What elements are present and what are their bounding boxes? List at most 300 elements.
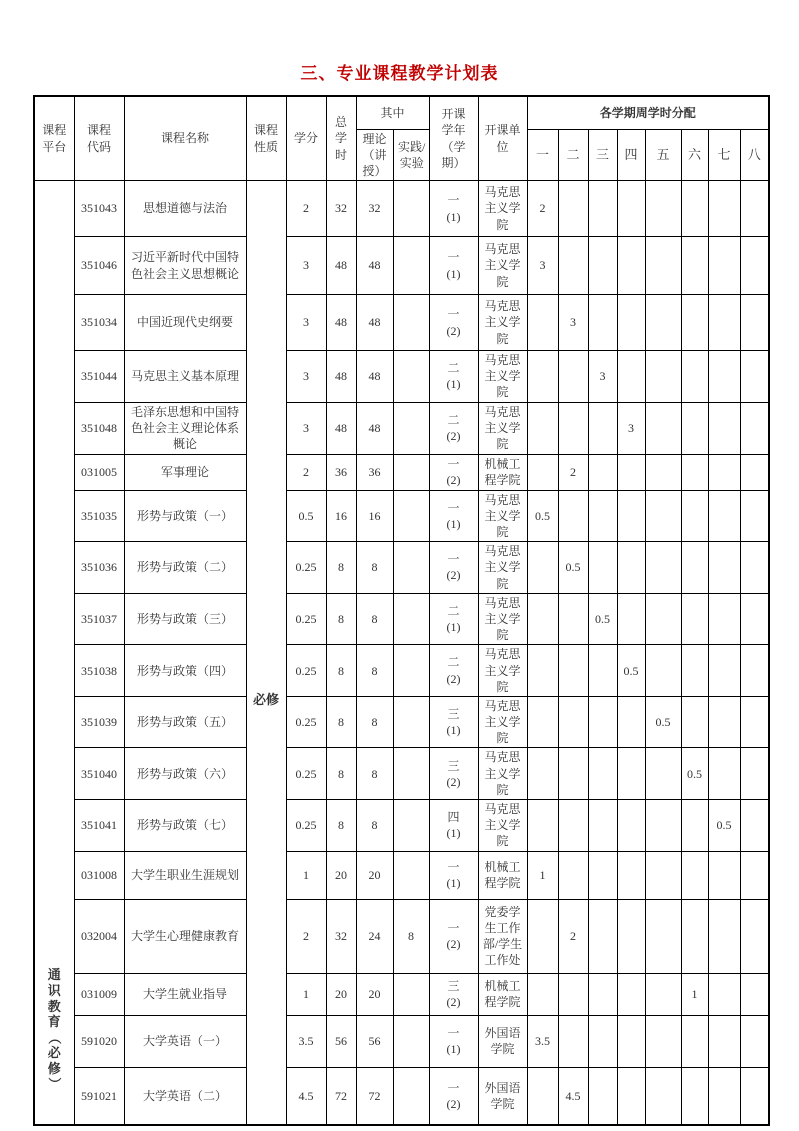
cell-week-2: 2 (558, 454, 588, 490)
cell-week-4 (617, 593, 645, 645)
cell-credits: 3 (286, 237, 326, 295)
header-term-7: 七 (708, 129, 740, 181)
cell-name: 形势与政策（七） (124, 800, 246, 852)
page-title: 三、专业课程教学计划表 (300, 64, 499, 83)
cell-theory-hours: 48 (356, 402, 393, 454)
cell-credits: 2 (286, 181, 326, 237)
cell-unit: 马克思主义学院 (478, 351, 527, 403)
cell-unit: 马克思主义学院 (478, 402, 527, 454)
cell-practice-hours (393, 851, 429, 899)
cell-week-8 (740, 851, 769, 899)
cell-week-1 (527, 645, 558, 697)
cell-credits: 3 (286, 295, 326, 351)
course-row (34, 490, 769, 542)
cell-practice-hours (393, 351, 429, 403)
cell-week-5 (645, 402, 681, 454)
cell-name: 军事理论 (124, 454, 246, 490)
cell-week-8 (740, 899, 769, 973)
cell-week-5 (645, 1067, 681, 1125)
cell-week-8 (740, 454, 769, 490)
cell-week-5: 0.5 (645, 696, 681, 748)
cell-credits: 0.5 (286, 490, 326, 542)
cell-week-4 (617, 237, 645, 295)
cell-week-6 (681, 490, 708, 542)
cell-theory-hours: 48 (356, 237, 393, 295)
header-term-4: 四 (617, 129, 645, 181)
cell-week-3 (588, 1067, 617, 1125)
cell-week-8 (740, 542, 769, 594)
cell-total-hours: 56 (326, 1015, 356, 1067)
cell-total-hours: 32 (326, 899, 356, 973)
cell-week-5 (645, 593, 681, 645)
course-row (34, 351, 769, 403)
cell-week-1 (527, 973, 558, 1015)
cell-theory-hours: 8 (356, 542, 393, 594)
cell-week-3 (588, 181, 617, 237)
cell-week-7 (708, 351, 740, 403)
cell-week-7 (708, 593, 740, 645)
cell-unit: 马克思主义学院 (478, 593, 527, 645)
cell-name: 中国近现代史纲要 (124, 295, 246, 351)
course-row (34, 748, 769, 800)
cell-total-hours: 8 (326, 593, 356, 645)
cell-week-2 (558, 402, 588, 454)
cell-week-4: 0.5 (617, 645, 645, 697)
cell-week-4 (617, 851, 645, 899)
cell-unit: 马克思主义学院 (478, 542, 527, 594)
cell-practice-hours (393, 490, 429, 542)
cell-week-1 (527, 454, 558, 490)
cell-semester: 一 (2) (429, 454, 478, 490)
cell-week-4 (617, 542, 645, 594)
header-term-5: 五 (645, 129, 681, 181)
cell-theory-hours: 36 (356, 454, 393, 490)
cell-theory-hours: 8 (356, 593, 393, 645)
cell-credits: 0.25 (286, 800, 326, 852)
cell-name: 大学生职业生涯规划 (124, 851, 246, 899)
header-platform: 课程平台 (34, 96, 74, 181)
cell-theory-hours: 8 (356, 748, 393, 800)
course-row (34, 454, 769, 490)
cell-week-6 (681, 454, 708, 490)
course-row (34, 851, 769, 899)
cell-week-3 (588, 295, 617, 351)
cell-week-3 (588, 800, 617, 852)
cell-code: 351039 (74, 696, 124, 748)
cell-theory-hours: 24 (356, 899, 393, 973)
cell-theory-hours: 48 (356, 295, 393, 351)
header-practice: 实践/实验 (393, 129, 429, 181)
course-row (34, 1067, 769, 1125)
cell-unit: 马克思主义学院 (478, 800, 527, 852)
cell-week-4: 3 (617, 402, 645, 454)
cell-week-3: 0.5 (588, 593, 617, 645)
cell-practice-hours (393, 973, 429, 1015)
course-row (34, 593, 769, 645)
cell-week-3: 3 (588, 351, 617, 403)
cell-week-8 (740, 181, 769, 237)
cell-week-2: 4.5 (558, 1067, 588, 1125)
cell-unit: 马克思主义学院 (478, 645, 527, 697)
cell-semester: 一 (2) (429, 1067, 478, 1125)
cell-week-1: 3.5 (527, 1015, 558, 1067)
cell-week-2 (558, 800, 588, 852)
header-unit: 开课单位 (478, 96, 527, 181)
cell-week-1 (527, 402, 558, 454)
cell-week-7 (708, 899, 740, 973)
cell-week-5 (645, 899, 681, 973)
cell-semester: 三 (2) (429, 973, 478, 1015)
header-term-8: 八 (740, 129, 769, 181)
course-row (34, 295, 769, 351)
cell-week-5 (645, 237, 681, 295)
cell-total-hours: 20 (326, 851, 356, 899)
cell-week-3 (588, 696, 617, 748)
platform-vertical-label: 通 识 教 育 （ 必 修 ） (47, 967, 63, 1091)
cell-name: 大学英语（一） (124, 1015, 246, 1067)
cell-code: 591020 (74, 1015, 124, 1067)
cell-name: 形势与政策（四） (124, 645, 246, 697)
cell-week-1 (527, 800, 558, 852)
cell-credits: 0.25 (286, 696, 326, 748)
cell-week-8 (740, 800, 769, 852)
cell-credits: 0.25 (286, 542, 326, 594)
cell-unit: 马克思主义学院 (478, 181, 527, 237)
cell-credits: 3 (286, 402, 326, 454)
cell-semester: 二 (2) (429, 402, 478, 454)
header-weekly-allocation: 各学期周学时分配 (527, 96, 769, 129)
cell-name: 思想道德与法治 (124, 181, 246, 237)
cell-week-6 (681, 899, 708, 973)
cell-semester: 一 (1) (429, 237, 478, 295)
cell-semester: 一 (2) (429, 899, 478, 973)
cell-week-5 (645, 490, 681, 542)
cell-week-8 (740, 1067, 769, 1125)
cell-week-1: 1 (527, 851, 558, 899)
cell-practice-hours (393, 696, 429, 748)
cell-total-hours: 20 (326, 973, 356, 1015)
cell-week-1 (527, 295, 558, 351)
cell-week-4 (617, 800, 645, 852)
cell-week-5 (645, 851, 681, 899)
cell-unit: 马克思主义学院 (478, 490, 527, 542)
cell-week-4 (617, 899, 645, 973)
cell-week-7 (708, 542, 740, 594)
cell-week-4 (617, 181, 645, 237)
cell-week-8 (740, 593, 769, 645)
cell-theory-hours: 8 (356, 800, 393, 852)
course-row (34, 237, 769, 295)
cell-code: 351044 (74, 351, 124, 403)
cell-week-2: 2 (558, 899, 588, 973)
cell-credits: 1 (286, 973, 326, 1015)
cell-week-3 (588, 542, 617, 594)
cell-week-3 (588, 899, 617, 973)
cell-practice-hours (393, 237, 429, 295)
cell-unit: 外国语学院 (478, 1067, 527, 1125)
cell-week-6 (681, 645, 708, 697)
cell-unit: 马克思主义学院 (478, 237, 527, 295)
cell-week-7: 0.5 (708, 800, 740, 852)
cell-week-1 (527, 542, 558, 594)
cell-code: 591021 (74, 1067, 124, 1125)
cell-theory-hours: 8 (356, 645, 393, 697)
course-row (34, 973, 769, 1015)
cell-code: 032004 (74, 899, 124, 973)
cell-week-4 (617, 973, 645, 1015)
cell-theory-hours: 48 (356, 351, 393, 403)
cell-code: 351038 (74, 645, 124, 697)
cell-week-3 (588, 237, 617, 295)
cell-week-7 (708, 748, 740, 800)
cell-week-6 (681, 696, 708, 748)
cell-week-7 (708, 402, 740, 454)
cell-week-8 (740, 237, 769, 295)
cell-unit: 马克思主义学院 (478, 295, 527, 351)
cell-name: 形势与政策（二） (124, 542, 246, 594)
cell-week-8 (740, 490, 769, 542)
course-row (34, 1015, 769, 1067)
course-row (34, 696, 769, 748)
cell-practice-hours (393, 645, 429, 697)
cell-week-7 (708, 851, 740, 899)
cell-week-4 (617, 490, 645, 542)
cell-week-5 (645, 645, 681, 697)
platform-cell (34, 181, 74, 1126)
cell-week-6 (681, 295, 708, 351)
cell-week-2: 0.5 (558, 542, 588, 594)
cell-name: 毛泽东思想和中国特色社会主义理论体系概论 (124, 402, 246, 454)
cell-total-hours: 32 (326, 181, 356, 237)
cell-week-7 (708, 1067, 740, 1125)
cell-week-2 (558, 351, 588, 403)
cell-week-4 (617, 748, 645, 800)
header-nature: 课程性质 (246, 96, 286, 181)
header-semester: 开课学年（学期） (429, 96, 478, 181)
cell-code: 351041 (74, 800, 124, 852)
cell-week-6 (681, 851, 708, 899)
cell-unit: 机械工程学院 (478, 851, 527, 899)
cell-week-7 (708, 454, 740, 490)
course-row (34, 181, 769, 237)
cell-unit: 马克思主义学院 (478, 696, 527, 748)
nature-label: 必修 (252, 691, 279, 707)
cell-credits: 1 (286, 851, 326, 899)
cell-week-2 (558, 645, 588, 697)
cell-practice-hours: 8 (393, 899, 429, 973)
cell-week-4 (617, 1015, 645, 1067)
cell-unit: 机械工程学院 (478, 973, 527, 1015)
cell-theory-hours: 72 (356, 1067, 393, 1125)
cell-practice-hours (393, 1067, 429, 1125)
cell-total-hours: 48 (326, 402, 356, 454)
cell-week-1 (527, 899, 558, 973)
cell-week-1 (527, 351, 558, 403)
cell-week-7 (708, 237, 740, 295)
cell-theory-hours: 8 (356, 696, 393, 748)
cell-week-6 (681, 181, 708, 237)
cell-code: 351036 (74, 542, 124, 594)
cell-week-7 (708, 1015, 740, 1067)
cell-week-6 (681, 800, 708, 852)
cell-week-6 (681, 1015, 708, 1067)
cell-week-4 (617, 454, 645, 490)
cell-week-2 (558, 1015, 588, 1067)
cell-total-hours: 48 (326, 237, 356, 295)
nature-cell (246, 181, 286, 1126)
cell-total-hours: 36 (326, 454, 356, 490)
cell-total-hours: 72 (326, 1067, 356, 1125)
cell-week-5 (645, 454, 681, 490)
cell-code: 351037 (74, 593, 124, 645)
cell-credits: 4.5 (286, 1067, 326, 1125)
cell-week-6 (681, 1067, 708, 1125)
cell-week-3 (588, 490, 617, 542)
cell-week-8 (740, 402, 769, 454)
cell-week-7 (708, 696, 740, 748)
cell-credits: 2 (286, 899, 326, 973)
cell-semester: 三 (2) (429, 748, 478, 800)
cell-week-4 (617, 696, 645, 748)
cell-name: 大学生就业指导 (124, 973, 246, 1015)
header-total-hours: 总学时 (326, 96, 356, 181)
cell-credits: 2 (286, 454, 326, 490)
cell-code: 031005 (74, 454, 124, 490)
cell-week-2 (558, 237, 588, 295)
cell-semester: 一 (2) (429, 295, 478, 351)
course-row (34, 402, 769, 454)
course-row (34, 645, 769, 697)
cell-practice-hours (393, 1015, 429, 1067)
cell-week-4 (617, 1067, 645, 1125)
cell-semester: 一 (1) (429, 1015, 478, 1067)
cell-code: 351043 (74, 181, 124, 237)
cell-semester: 二 (2) (429, 645, 478, 697)
cell-week-1: 2 (527, 181, 558, 237)
cell-unit: 外国语学院 (478, 1015, 527, 1067)
cell-week-2 (558, 593, 588, 645)
cell-week-3 (588, 645, 617, 697)
cell-code: 351034 (74, 295, 124, 351)
cell-theory-hours: 16 (356, 490, 393, 542)
cell-code: 031009 (74, 973, 124, 1015)
cell-unit: 党委学生工作部/学生工作处 (478, 899, 527, 973)
cell-week-5 (645, 800, 681, 852)
cell-week-1: 0.5 (527, 490, 558, 542)
course-row (34, 542, 769, 594)
course-plan-table (33, 95, 770, 1126)
cell-total-hours: 48 (326, 351, 356, 403)
cell-week-6 (681, 351, 708, 403)
cell-credits: 3.5 (286, 1015, 326, 1067)
cell-practice-hours (393, 748, 429, 800)
header-theory: 理论（讲授） (356, 129, 393, 181)
cell-week-8 (740, 295, 769, 351)
cell-week-5 (645, 181, 681, 237)
cell-week-6 (681, 542, 708, 594)
course-row (34, 800, 769, 852)
cell-credits: 0.25 (286, 645, 326, 697)
course-row (34, 899, 769, 973)
header-term-3: 三 (588, 129, 617, 181)
cell-week-4 (617, 295, 645, 351)
cell-semester: 二 (1) (429, 351, 478, 403)
cell-name: 形势与政策（三） (124, 593, 246, 645)
cell-week-1 (527, 593, 558, 645)
cell-week-8 (740, 973, 769, 1015)
cell-week-8 (740, 696, 769, 748)
cell-total-hours: 8 (326, 645, 356, 697)
cell-week-5 (645, 973, 681, 1015)
cell-week-5 (645, 542, 681, 594)
cell-week-3 (588, 851, 617, 899)
cell-week-3 (588, 748, 617, 800)
cell-week-6 (681, 402, 708, 454)
cell-practice-hours (393, 295, 429, 351)
header-term-1: 一 (527, 129, 558, 181)
cell-code: 351040 (74, 748, 124, 800)
cell-week-8 (740, 351, 769, 403)
cell-code: 031008 (74, 851, 124, 899)
cell-unit: 机械工程学院 (478, 454, 527, 490)
cell-theory-hours: 32 (356, 181, 393, 237)
cell-week-7 (708, 181, 740, 237)
cell-week-3 (588, 402, 617, 454)
cell-practice-hours (393, 542, 429, 594)
cell-total-hours: 8 (326, 800, 356, 852)
cell-semester: 三 (1) (429, 696, 478, 748)
header-credits: 学分 (286, 96, 326, 181)
cell-name: 形势与政策（一） (124, 490, 246, 542)
cell-practice-hours (393, 454, 429, 490)
cell-name: 大学英语（二） (124, 1067, 246, 1125)
cell-week-2 (558, 696, 588, 748)
cell-theory-hours: 20 (356, 851, 393, 899)
cell-week-5 (645, 351, 681, 403)
cell-week-8 (740, 748, 769, 800)
cell-total-hours: 8 (326, 748, 356, 800)
cell-theory-hours: 20 (356, 973, 393, 1015)
cell-week-5 (645, 748, 681, 800)
header-term-2: 二 (558, 129, 588, 181)
table-body (34, 181, 769, 1126)
cell-total-hours: 8 (326, 542, 356, 594)
cell-credits: 3 (286, 351, 326, 403)
cell-week-7 (708, 973, 740, 1015)
cell-name: 形势与政策（六） (124, 748, 246, 800)
cell-total-hours: 48 (326, 295, 356, 351)
cell-semester: 一 (2) (429, 542, 478, 594)
cell-week-2 (558, 973, 588, 1015)
cell-total-hours: 8 (326, 696, 356, 748)
cell-name: 马克思主义基本原理 (124, 351, 246, 403)
cell-week-3 (588, 973, 617, 1015)
cell-name: 大学生心理健康教育 (124, 899, 246, 973)
cell-semester: 四 (1) (429, 800, 478, 852)
cell-week-6 (681, 593, 708, 645)
cell-name: 习近平新时代中国特色社会主义思想概论 (124, 237, 246, 295)
cell-semester: 二 (1) (429, 593, 478, 645)
cell-week-1 (527, 696, 558, 748)
cell-theory-hours: 56 (356, 1015, 393, 1067)
cell-week-3 (588, 454, 617, 490)
cell-total-hours: 16 (326, 490, 356, 542)
cell-week-6: 1 (681, 973, 708, 1015)
cell-week-7 (708, 295, 740, 351)
cell-semester: 一 (1) (429, 490, 478, 542)
cell-practice-hours (393, 593, 429, 645)
cell-week-2: 3 (558, 295, 588, 351)
